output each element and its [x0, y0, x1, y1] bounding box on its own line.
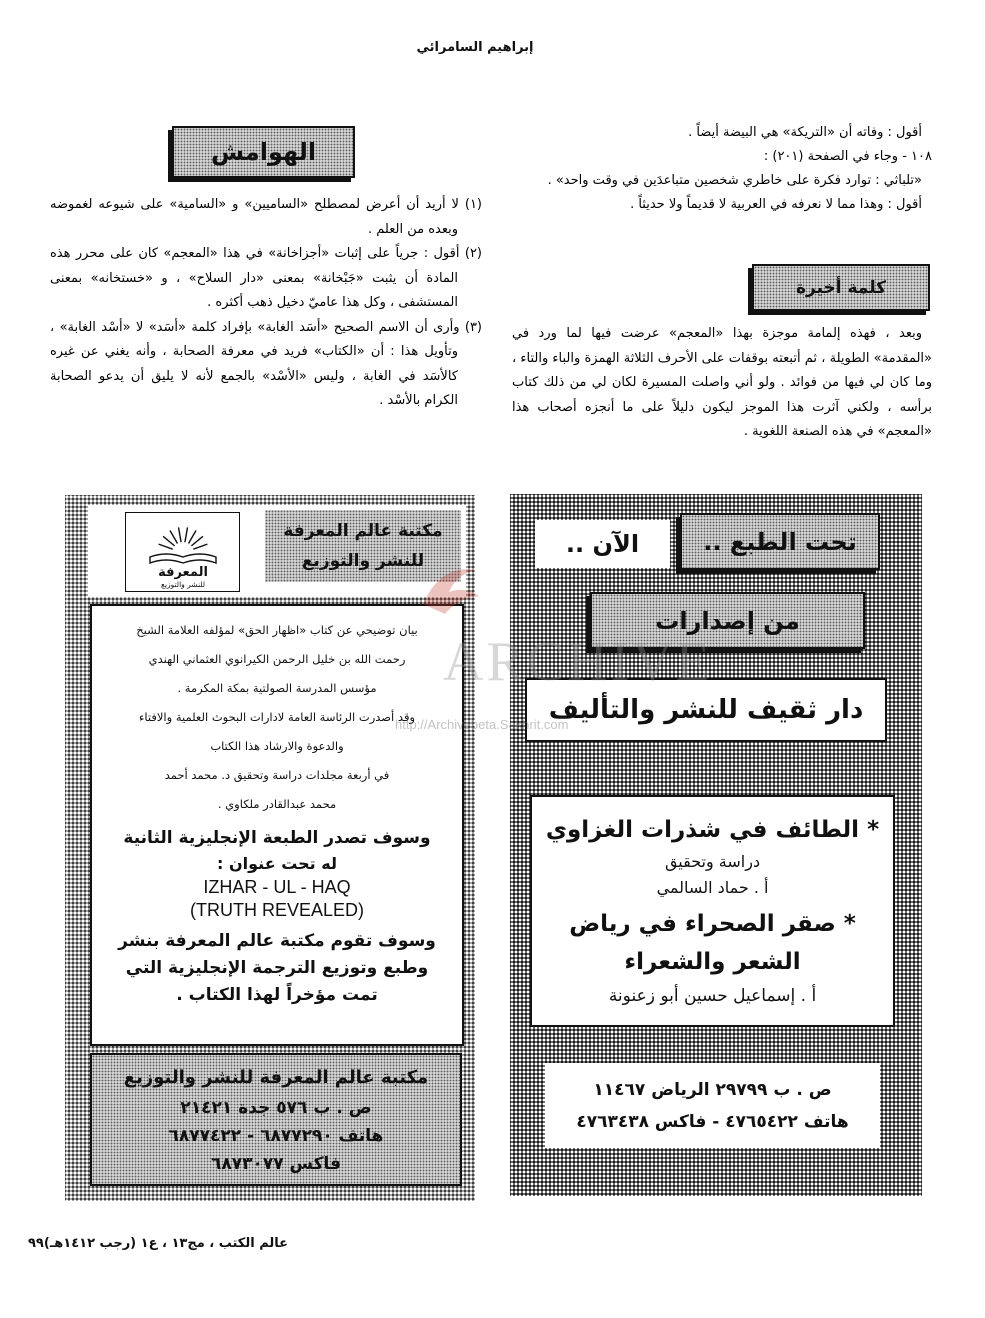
book-title-continued: الشعر والشعراء [624, 949, 801, 975]
closing-line: تمت مؤخراً لهذا الكتاب . [176, 985, 378, 1005]
library-contact [90, 1053, 462, 1186]
library-tagline: للنشر والتوزيع [301, 551, 425, 571]
statement-line: والدعوة والارشاد هذا الكتاب [210, 739, 344, 753]
open-book-rays-icon [126, 513, 239, 591]
watermark-url: http://Archivebeta.Sakhrit.com [395, 717, 569, 732]
statement-line: مؤسس المدرسة الصولتية بمكة المكرمة . [177, 681, 377, 695]
book-title: * الطائف في شذرات الغزاوي [545, 817, 880, 843]
library-phone: هاتف ٦٨٧٧٢٩٠ - ٦٨٧٧٤٢٢ [168, 1125, 384, 1146]
quotation-paragraph: «تلباثي : توارد فكرة على خاطري شخصين متباعدَين في وقت واحد» . [547, 173, 922, 188]
library-logo [125, 512, 240, 592]
footnotes [50, 193, 482, 414]
english-edition-line: وسوف تصدر الطبعة الإنجليزية الثانية [123, 828, 431, 848]
closing-paragraph: وبعد ، فهذه إلمامة موجزة بهذا «المعجم» عرضت فيها لما ورد في «المقدمة» الطويلة ، ثم أتبعته بوقفات على الأحرف الثلاثة الهمزة والباء والتاء ، وما كان لي فيها من فوائد . ولو أني واصلت المسيرة لكان لي من ذلك كتاب برأسه ، ولكني آثرت هذا الموجز ليكون دليلاً على ما أنجزه أصحاب هذا «المعجم» في هذه الصنعة اللغوية . [512, 326, 932, 439]
statement-line: رحمت الله بن خليل الرحمن الكيرانوي العثماني الهندي [148, 652, 406, 666]
footnote-2: (٢) أقول : جرياً على إثبات «أجزاخانة» في هذا «المعجم» كان على محرر هذه المادة أن يثبت «جَبْخانة» بمعنى «دار السلاح» ، و «خستخانه» بمعنى المستشفى ، وكل هذا عاميّ دخيل ذهب أكثره . [50, 246, 482, 310]
forthcoming-label: تحت الطبع .. [680, 513, 880, 570]
from-publications-label: من إصدارات [590, 592, 865, 649]
publisher-po-box: ص . ب ٢٩٧٩٩ الرياض ١١٤٦٧ [593, 1079, 832, 1100]
library-contact-name: مكتبة عالم المعرفة للنشر والتوزيع [123, 1066, 429, 1088]
footnote-1: (١) لا أريد أن أعرض لمصطلح «الساميين» و «السامية» على شيوعه لغموضه وبعده من العلم . [50, 197, 482, 237]
article-continuation [512, 121, 932, 217]
statement-line: في أربعة مجلدات دراسة وتحقيق د. محمد أحمد [164, 768, 390, 782]
library-po-box: ص . ب ٥٧٦ جدة ٢١٤٢١ [180, 1097, 372, 1118]
publisher-phone-fax: هاتف ٤٧٦٥٤٢٢ - فاكس ٤٧٦٣٤٣٨ [576, 1111, 849, 1132]
publisher-name: دار ثقيف للنشر والتأليف [525, 678, 887, 742]
library-advert [65, 495, 475, 1201]
now-label: الآن .. [535, 520, 670, 568]
book-credit: دراسة وتحقيق [664, 852, 761, 871]
izhar-statement [90, 604, 464, 1046]
publisher-advert [510, 494, 922, 1196]
library-name: مكتبة عالم المعرفة [283, 521, 443, 541]
english-edition-line: له تحت عنوان : [217, 854, 337, 873]
page-footer: عالم الكتب ، مج١٣ ، ع١ (رجب ١٤١٢هـ)٩٩ [28, 1236, 289, 1251]
library-advert-header [88, 505, 466, 597]
notes-heading: الهوامش [172, 126, 355, 178]
english-title: IZHAR - UL - HAQ [203, 877, 351, 897]
watermark-mark: ARCHIVE [443, 631, 713, 693]
publisher-contact [545, 1063, 880, 1148]
library-title-box [265, 510, 461, 582]
library-fax: فاكس ٦٨٧٣٠٧٧ [211, 1153, 341, 1174]
logo-tagline: للنشر والتوزيع [160, 580, 206, 589]
book-author: أ . إسماعيل حسين أبو زعنونة [608, 986, 817, 1006]
paragraph: أقول : وهذا مما لا نعرفه في العربية لا قديماً ولا حديثاً . [630, 197, 922, 212]
closing-line: وطبع وتوزيع الترجمة الإنجليزية التي [125, 958, 429, 978]
forthcoming-books [530, 795, 895, 1027]
statement-line: بيان توضيحي عن كتاب «اظهار الحق» لمؤلفه العلامة الشيخ [136, 623, 418, 637]
paragraph: أقول : وفاته أن «التريكة» هي البيضة أيضاً . [688, 125, 922, 140]
english-subtitle: (TRUTH REVEALED) [189, 900, 364, 920]
logo-word: المعرفة [158, 565, 208, 580]
closing-line: وسوف تقوم مكتبة عالم المعرفة بنشر [118, 931, 436, 951]
statement-line: محمد عبدالقادر ملكاوي . [217, 797, 337, 811]
book-author: أ . حماد السالمي [656, 878, 769, 897]
statement-line: وقد أصدرت الرئاسة العامة لادارات البحوث العلمية والافتاء [138, 710, 415, 724]
closing-heading: كلمة أخيرة [752, 264, 930, 311]
entry-paragraph: ١٠٨ - وجاء في الصفحة (٢٠١) : [763, 149, 932, 164]
footnote-3: (٣) وأرى أن الاسم الصحيح «أسَد الغابة» بإفراد كلمة «أسَد» لا «أسْد الغابة» ، وتأويل هذا : أن «الكتاب» فريد في معرفة الصحابة ، وأنه يغني عن غيره كالأسَد في الغابة ، وليس «الأسْد» بالجمع لأنه لا يليق أن يدعو الصحابة الكرام بالأسْد . [50, 319, 482, 408]
running-head: إبراهيم السامرائي [416, 40, 534, 55]
book-title: * صقر الصحراء في رياض [569, 911, 856, 937]
